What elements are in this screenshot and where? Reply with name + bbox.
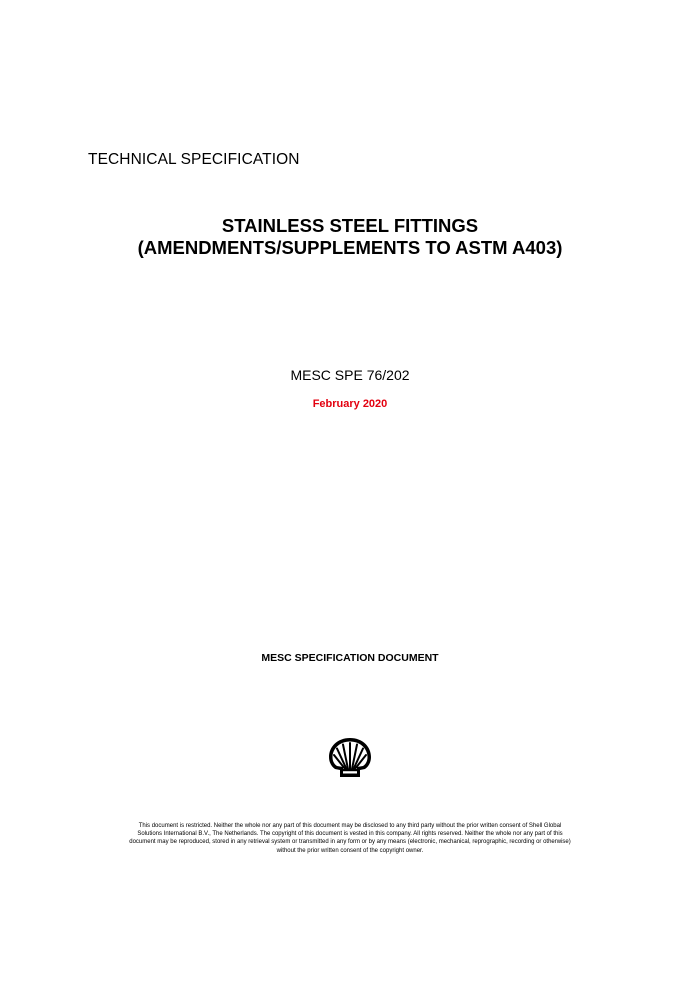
disclaimer-line-4: without the prior written consent of the copyright owner. bbox=[276, 847, 424, 854]
document-type: TECHNICAL SPECIFICATION bbox=[88, 151, 300, 168]
document-title-line-1: STAINLESS STEEL FITTINGS bbox=[221, 215, 479, 236]
shell-pecten-icon bbox=[327, 736, 373, 780]
document-classification: MESC SPECIFICATION DOCUMENT bbox=[261, 652, 439, 664]
disclaimer-notice bbox=[85, 822, 615, 855]
document-title-line-2: (AMENDMENTS/SUPPLEMENTS TO ASTM A403) bbox=[137, 237, 563, 258]
disclaimer-line-1: This document is restricted. Neither the whole nor any part of this document may be disclosed to any third party without the prior written consent of Shell Global bbox=[138, 823, 562, 829]
disclaimer-line-3: document may be reproduced, stored in any retrieval system or transmitted in any form or by any means (electronic, mechanical, reprographic, recording or otherwise) bbox=[129, 839, 571, 846]
disclaimer-line-2: Solutions International B.V., The Netherlands. The copyright of this document is vested in this company. All rights reserved. Neither the whole nor any part of this bbox=[137, 831, 563, 838]
document-number: MESC SPE 76/202 bbox=[290, 367, 410, 383]
document-date: February 2020 bbox=[312, 398, 388, 410]
